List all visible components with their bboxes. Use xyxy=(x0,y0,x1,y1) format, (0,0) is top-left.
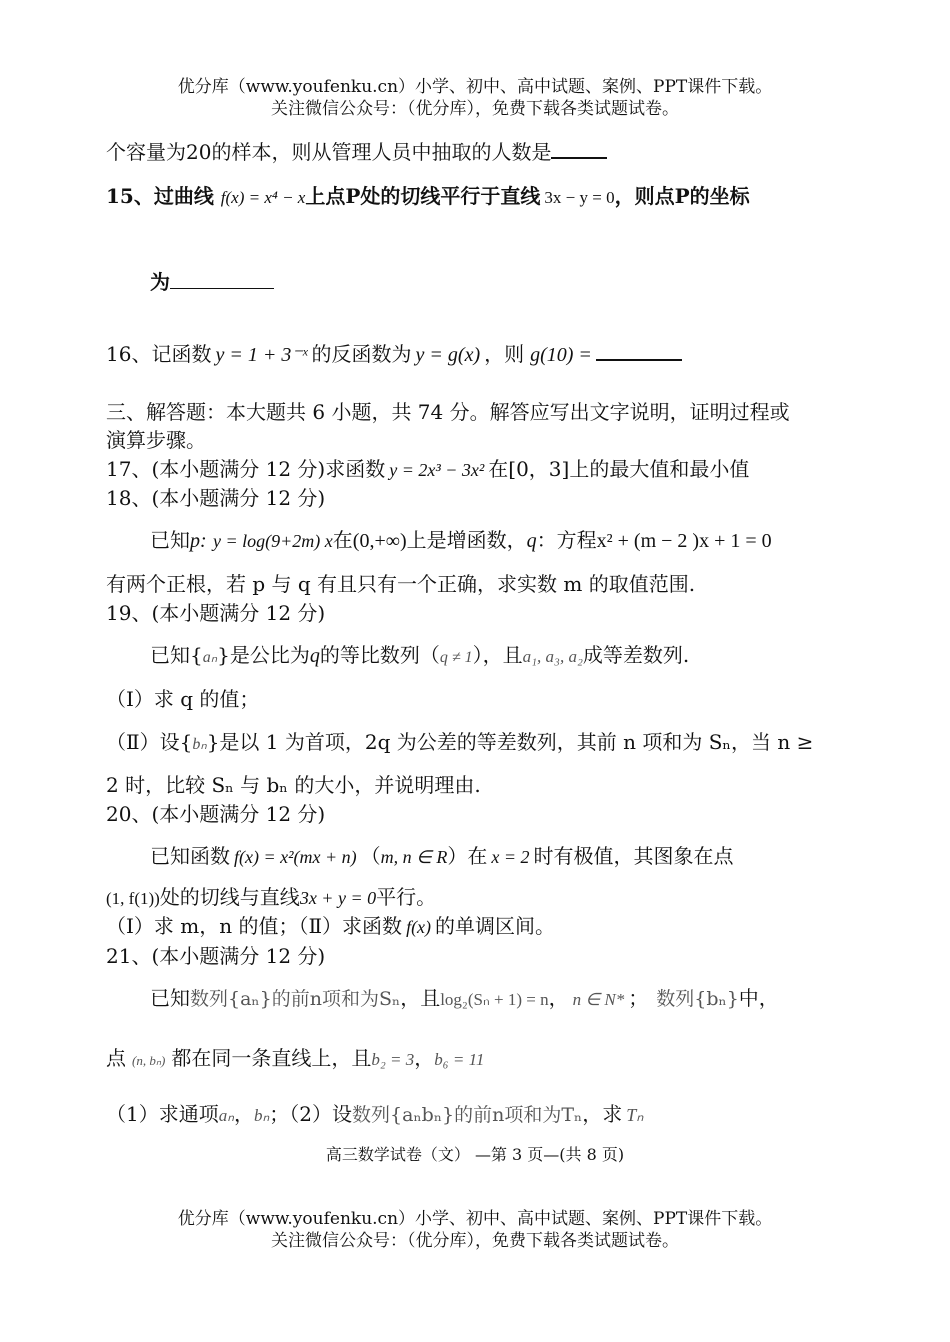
q20-l1-a: 已知函数 xyxy=(150,844,230,868)
q21-seq-ab: 数列{aₙbₙ}的前n项和为Tₙ xyxy=(352,1104,583,1126)
q21-log: log₂(Sₙ + 1) = n xyxy=(440,990,549,1009)
q18-l1-b: 在 xyxy=(332,528,353,552)
page-number-footer: 高三数学试卷（文） —第 3 页—(共 8 页) xyxy=(325,1145,625,1164)
q18-l1-d: ：方程 xyxy=(536,528,597,552)
q20-l1-b: （ xyxy=(360,844,381,868)
section-3-line-1: 三、解答题：本大题共 6 小题，共 74 分。解答应写出文字说明，证明过程或 xyxy=(106,400,790,424)
q20-func-2: f(x) xyxy=(406,917,432,937)
question-20-line-3 xyxy=(106,910,555,939)
q15-suffix: ，则点P的坐标 xyxy=(614,184,750,208)
answer-blank xyxy=(551,139,607,159)
answer-blank xyxy=(596,341,682,361)
question-20-line-1 xyxy=(150,840,733,869)
q20-x: x = 2 xyxy=(491,847,530,867)
q18-l1-a: 已知 xyxy=(150,528,190,552)
q21-l1-a: 已知 xyxy=(150,986,190,1010)
q18-q: q xyxy=(526,530,537,552)
q21-l2-c: ， xyxy=(414,1046,435,1070)
q18-func: y = log(9+2m) x xyxy=(213,531,333,551)
question-21-line-3 xyxy=(106,1098,643,1127)
q19-q: q xyxy=(309,645,320,667)
q16-mid: 的反函数为 xyxy=(311,342,412,366)
q21-b2: b₂ = 3 xyxy=(371,1050,415,1069)
question-14-tail xyxy=(106,136,607,165)
q21-l1-c: ， xyxy=(548,986,569,1010)
q21-domain: n ∈ N* xyxy=(572,990,625,1009)
question-19-part-2-cont: 2 时，比较 Sₙ 与 bₙ 的大小，并说明理由. xyxy=(106,773,481,797)
q19-l1-c: 的等比数列（ xyxy=(319,643,440,667)
header-line-2: 关注微信公众号：（优分库），免费下载各类试题试卷。 xyxy=(271,99,679,119)
section-3-line-2: 演算步骤。 xyxy=(106,428,206,452)
q18-interval: (0,+∞) xyxy=(352,530,407,552)
q19-cond: q ≠ 1 xyxy=(439,649,473,666)
q19-l1-b: }是公比为 xyxy=(217,643,310,667)
q18-l1-c: 上是增函数， xyxy=(406,528,527,552)
question-16 xyxy=(106,338,682,367)
q18-equation: x² + (m − 2 )x + 1 = 0 xyxy=(596,530,772,552)
q17-prefix: 17、(本小题满分 12 分)求函数 xyxy=(106,457,386,481)
q21-an: aₙ xyxy=(218,1106,235,1125)
question-19-part-2 xyxy=(106,726,813,755)
q15-cont: 为 xyxy=(150,270,170,294)
question-19-part-1: （Ⅰ）求 q 的值； xyxy=(106,687,260,711)
q15-mid: 上点P处的切线平行于直线 xyxy=(305,184,541,208)
header-line-1: 优分库（www.youfenku.cn）小学、初中、高中试题、案例、PPT课件下载。 xyxy=(177,77,773,97)
q20-point: (1, f(1)) xyxy=(106,889,160,908)
q16-ask: g(10) = xyxy=(530,344,592,366)
q21-point: (n, bₙ) xyxy=(132,1053,166,1068)
q21-l2-a: 点 xyxy=(106,1046,126,1070)
question-20-head: 20、(本小题满分 12 分) xyxy=(106,802,326,826)
q20-cond: m, n ∈ R xyxy=(380,847,448,867)
footer-line-1: 优分库（www.youfenku.cn）小学、初中、高中试题、案例、PPT课件下载。 xyxy=(177,1209,773,1229)
q21-l3-b: ， xyxy=(234,1102,255,1126)
q15-prefix: 15、过曲线 xyxy=(106,184,221,208)
q21-bn: bₙ xyxy=(254,1106,270,1125)
q16-prefix: 16、记函数 xyxy=(106,342,212,366)
q16-inv: y = g(x) xyxy=(415,344,481,366)
q20-line: 3x + y = 0 xyxy=(299,888,377,908)
question-15-cont xyxy=(150,266,274,295)
q15-curve: f(x) = x⁴ − x xyxy=(220,188,306,207)
q21-tn: Tₙ xyxy=(626,1105,644,1125)
q18-p: p: xyxy=(190,530,207,552)
q14-text: 个容量为20的样本，则从管理人员中抽取的人数是 xyxy=(106,140,552,164)
q21-l1-b: ，且 xyxy=(400,986,441,1010)
q21-seq-a: 数列{aₙ}的前n项和为Sₙ xyxy=(190,988,401,1010)
q16-func: y = 1 + 3⁻ˣ xyxy=(215,344,308,366)
q21-l1-d: ； xyxy=(628,986,649,1010)
question-19-line-1 xyxy=(150,639,689,668)
question-17 xyxy=(106,453,749,482)
question-15 xyxy=(106,180,750,209)
q19-l1-d: ），且 xyxy=(472,643,523,667)
q19-p2-a: （Ⅱ）设{ xyxy=(106,730,193,754)
q21-seq-b: 数列{bₙ} xyxy=(656,988,739,1010)
q20-l1-d: 时有极值，其图象在点 xyxy=(533,844,734,868)
q16-mid2: ，则 xyxy=(484,342,525,366)
q21-b6: b₆ = 11 xyxy=(434,1050,485,1069)
q17-suffix: 在[0，3]上的最大值和最小值 xyxy=(488,457,750,481)
question-21-head: 21、(本小题满分 12 分) xyxy=(106,944,326,968)
question-18-line-2: 有两个正根，若 p 与 q 有且只有一个正确，求实数 m 的取值范围. xyxy=(106,572,696,596)
q21-l3-d: ，求 xyxy=(582,1102,623,1126)
q21-l2-b: 都在同一条直线上，且 xyxy=(171,1046,372,1070)
q19-bn: bₙ xyxy=(192,736,207,753)
q20-l3-a: （Ⅰ）求 m，n 的值；（Ⅱ）求函数 xyxy=(106,914,403,938)
q20-func: f(x) = x²(mx + n) xyxy=(234,847,357,867)
question-18-head: 18、(本小题满分 12 分) xyxy=(106,486,326,510)
q19-l1-e: 成等差数列. xyxy=(582,643,690,667)
q17-func: y = 2x³ − 3x² xyxy=(389,460,485,480)
q20-l2-a: 处的切线与直线 xyxy=(159,885,300,909)
question-21-line-2 xyxy=(106,1042,484,1071)
q19-an: aₙ xyxy=(202,649,218,666)
q19-p2-b: }是以 1 为首项，2q 为公差的等差数列，其前 n 项和为 Sₙ，当 n ≥ xyxy=(206,730,814,754)
q21-l3-a: （1）求通项 xyxy=(106,1102,219,1126)
question-19-head: 19、(本小题满分 12 分) xyxy=(106,601,326,625)
q19-l1-a: 已知{ xyxy=(150,643,203,667)
q20-l2-b: 平行。 xyxy=(376,885,437,909)
footer-line-2: 关注微信公众号：（优分库），免费下载各类试题试卷。 xyxy=(271,1231,679,1251)
q19-terms: a₁, a₃, a₂ xyxy=(522,647,583,666)
question-21-line-1 xyxy=(150,982,779,1011)
q20-l1-c: ）在 xyxy=(447,844,488,868)
q20-l3-b: 的单调区间。 xyxy=(435,914,556,938)
question-20-line-2 xyxy=(106,881,436,910)
q21-l1-e: 中， xyxy=(738,986,779,1010)
answer-blank xyxy=(170,270,274,289)
q21-l3-c: ；（2）设 xyxy=(269,1102,353,1126)
question-18-line-1 xyxy=(150,524,772,553)
q15-line: 3x − y = 0 xyxy=(544,188,615,207)
